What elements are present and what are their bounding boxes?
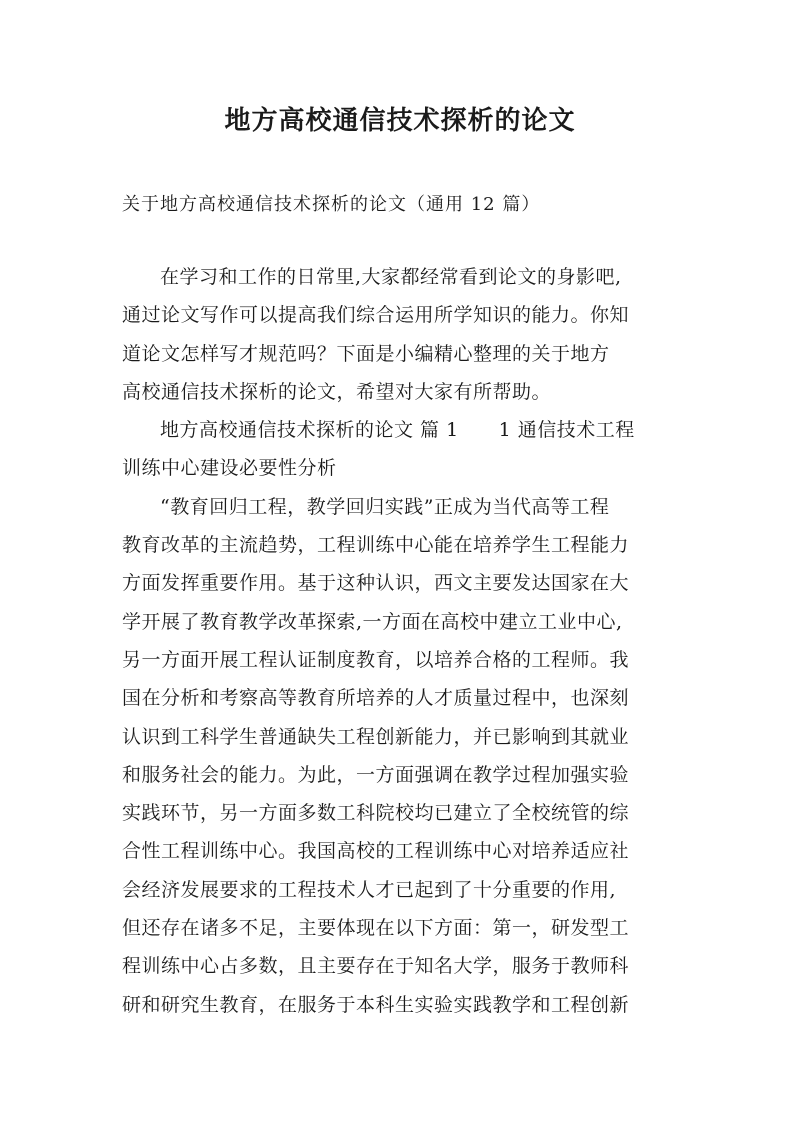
paragraph-line: 实践环节，另一方面多数工科院校均已建立了全校统管的综 [122, 802, 630, 825]
paragraph-line: 但还存在诸多不足，主要体现在以下方面：第一，研发型工 [122, 917, 630, 940]
section-heading-line [122, 411, 682, 449]
paragraph-line: 教育改革的主流趋势，工程训练中心能在培养学生工程能力 [122, 534, 630, 557]
paragraph-line: “教育回归工程，教学回归实践”正成为当代高等工程 [160, 495, 610, 518]
paragraph-line: 学开展了教育教学改革探索,一方面在高校中建立工业中心, [122, 610, 623, 633]
paragraph-line: 合性工程训练中心。我国高校的工程训练中心对培养适应社 [122, 840, 630, 863]
document-title: 地方高校通信技术探析的论文 [224, 106, 576, 136]
paragraph-line: 会经济发展要求的工程技术人才已起到了十分重要的作用, [122, 878, 617, 901]
paragraph-line: 和服务社会的能力。为此，一方面强调在教学过程加强实验 [122, 763, 630, 786]
intro-line: 高校通信技术探析的论文，希望对大家有所帮助。 [122, 380, 552, 403]
section-heading-continuation: 训练中心建设必要性分析 [122, 457, 337, 480]
document-body [122, 258, 682, 1024]
paragraph-line: 研和研究生教育，在服务于本科生实验实践教学和工程创新 [122, 993, 630, 1016]
intro-line: 在学习和工作的日常里,大家都经常看到论文的身影吧, [160, 266, 622, 288]
paragraph-line: 方面发挥重要作用。基于这种认识，西文主要发达国家在大 [122, 572, 630, 595]
section-title: 地方高校通信技术探析的论文 篇 1 [160, 419, 459, 442]
section-heading-start: 1 通信技术工程 [498, 419, 635, 442]
paragraph-line: 认识到工科学生普通缺失工程创新能力，并已影响到其就业 [122, 725, 630, 748]
intro-line: 道论文怎样写才规范吗？下面是小编精心整理的关于地方 [122, 342, 610, 365]
paragraph-line: 另一方面开展工程认证制度教育，以培养合格的工程师。我 [122, 648, 630, 671]
paragraph-line: 国在分析和考察高等教育所培养的人才质量过程中，也深刻 [122, 687, 630, 710]
intro-line: 通过论文写作可以提高我们综合运用所学知识的能力。你知 [122, 304, 630, 327]
document-subtitle: 关于地方高校通信技术探析的论文（通用 12 篇） [122, 194, 541, 215]
paragraph-line: 程训练中心占多数，且主要存在于知名大学，服务于教师科 [122, 955, 630, 978]
